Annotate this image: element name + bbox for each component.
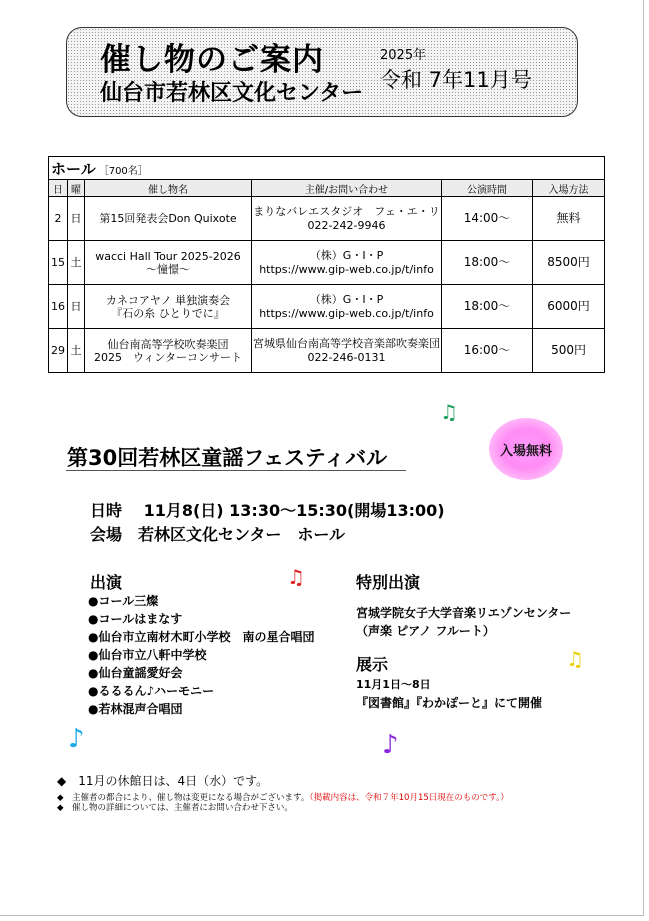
special-line: 宮城学院女子大学音楽リエゾンセンター	[356, 606, 572, 620]
cell-time: 18:00～	[442, 285, 533, 329]
page-title: 催し物のご案内	[100, 42, 324, 78]
details-note: ◆ 催し物の詳細については、主催者にお問い合わせ下さい。	[57, 803, 293, 813]
festival-title-underline	[66, 470, 406, 471]
special-performer	[356, 604, 571, 640]
festival-title: 第30回若林区童謡フェスティバル	[67, 446, 388, 470]
cell-time: 18:00～	[442, 241, 533, 285]
cell-day: 15	[49, 241, 68, 285]
event-line: 第15回発表会Don Quixote	[99, 212, 237, 225]
festival-venue: 会場 若林区文化センター ホール	[90, 525, 346, 544]
event-line: 仙台南高等学校吹奏楽団	[107, 337, 229, 351]
table-row	[49, 241, 605, 285]
cell-weekday: 日	[68, 197, 85, 241]
cell-event	[85, 329, 252, 373]
col-header-weekday: 曜	[68, 180, 85, 197]
cell-event	[85, 197, 252, 241]
event-line: カネコアヤノ 単独演奏会	[105, 293, 231, 307]
table-row	[49, 285, 605, 329]
hall-capacity: ［700名］	[98, 165, 148, 177]
issue-month: 令和 7年11月号	[380, 68, 532, 92]
cell-admission: 無料	[533, 197, 605, 241]
cell-day: 2	[49, 197, 68, 241]
cell-contact	[252, 197, 442, 241]
exhibit-heading: 展示	[356, 655, 389, 674]
hall-schedule-table	[48, 156, 605, 373]
contact-line: 022-242-9946	[307, 218, 386, 232]
hall-caption-row	[49, 157, 605, 180]
hall-label: ホール	[51, 159, 96, 178]
event-line: 2025 ウィンターコンサート	[94, 350, 242, 364]
exhibit-date: 11月1日～8日	[356, 678, 431, 691]
cell-event	[85, 241, 252, 285]
free-admission-badge	[489, 418, 563, 480]
cell-time: 14:00～	[442, 197, 533, 241]
cell-contact	[252, 241, 442, 285]
cell-admission: 500円	[533, 329, 605, 373]
cell-contact	[252, 329, 442, 373]
contact-line: （株）G・I・P	[309, 248, 384, 262]
cell-weekday: 土	[68, 241, 85, 285]
special-heading: 特別出演	[356, 573, 421, 592]
contact-line: （株）G・I・P	[309, 292, 384, 306]
list-item: ●コールはまなす	[88, 612, 183, 626]
cell-weekday: 土	[68, 329, 85, 373]
festival-datetime: 日時 11月8(日) 13:30～15:30(開場13:00)	[90, 501, 445, 520]
col-header-time: 公演時間	[442, 180, 533, 197]
exhibit-info	[356, 676, 542, 712]
table-row	[49, 197, 605, 241]
event-line: ～憧憬～	[146, 262, 190, 276]
cell-weekday: 日	[68, 285, 85, 329]
contact-link: https://www.gip-web.co.jp/t/info	[259, 262, 434, 276]
table-row	[49, 329, 605, 373]
performers-list	[88, 592, 314, 718]
list-item: ●仙台市立南材木町小学校 南の星合唱団	[88, 630, 315, 644]
event-line: 『石の糸 ひとりでに』	[111, 306, 225, 320]
music-note-icon-yellow: ♫	[566, 647, 584, 671]
contact-line: まりなバレエスタジオ フェ・エ・リ	[253, 204, 440, 218]
event-line: wacci Hall Tour 2025-2026	[95, 249, 241, 263]
cell-admission: 8500円	[533, 241, 605, 285]
cell-contact	[252, 285, 442, 329]
table-header-row	[49, 180, 605, 197]
free-admission-label: 入場無料	[499, 443, 552, 459]
change-note	[57, 793, 509, 803]
music-note-icon-purple: ♪	[382, 730, 399, 760]
closed-day-note: ◆ 11月の休館日は、4日（水）です。	[57, 774, 269, 788]
exhibit-place: 『図書館』『わかぽーと』にて開催	[356, 696, 543, 710]
col-header-event: 催し物名	[85, 180, 252, 197]
change-note-date: （掲載内容は、令和７年10月15日現在のものです。）	[309, 793, 509, 803]
list-item: ●仙台童謡愛好会	[88, 666, 183, 680]
performers-heading: 出演	[90, 573, 123, 592]
cell-admission: 6000円	[533, 285, 605, 329]
list-item: ●るるるん♪ハーモニー	[88, 684, 215, 698]
list-item: ●コール三燦	[88, 594, 159, 608]
cell-day: 29	[49, 329, 68, 373]
music-note-icon-red: ♫	[287, 565, 305, 589]
venue-name: 仙台市若林区文化センター	[100, 81, 364, 106]
hall-caption	[49, 157, 605, 180]
music-note-icon-green: ♫	[440, 400, 458, 424]
music-note-icon-cyan: ♪	[68, 724, 85, 754]
contact-link: https://www.gip-web.co.jp/t/info	[259, 306, 434, 320]
col-header-day: 日	[49, 180, 68, 197]
col-header-admission: 入場方法	[533, 180, 605, 197]
cell-time: 16:00～	[442, 329, 533, 373]
contact-line: 宮城県仙台南高等学校音楽部吹奏楽団	[253, 336, 440, 350]
cell-event	[85, 285, 252, 329]
list-item: ●仙台市立八軒中学校	[88, 648, 207, 662]
change-note-text: ◆ 主催者の都合により、催し物は変更になる場合がございます。	[57, 793, 310, 803]
col-header-contact: 主催/お問い合わせ	[252, 180, 442, 197]
contact-line: 022-246-0131	[307, 350, 386, 364]
cell-day: 16	[49, 285, 68, 329]
issue-year: 2025年	[380, 48, 427, 63]
special-line: （声楽 ピアノ フルート）	[356, 624, 495, 638]
list-item: ●若林混声合唱団	[88, 702, 183, 716]
